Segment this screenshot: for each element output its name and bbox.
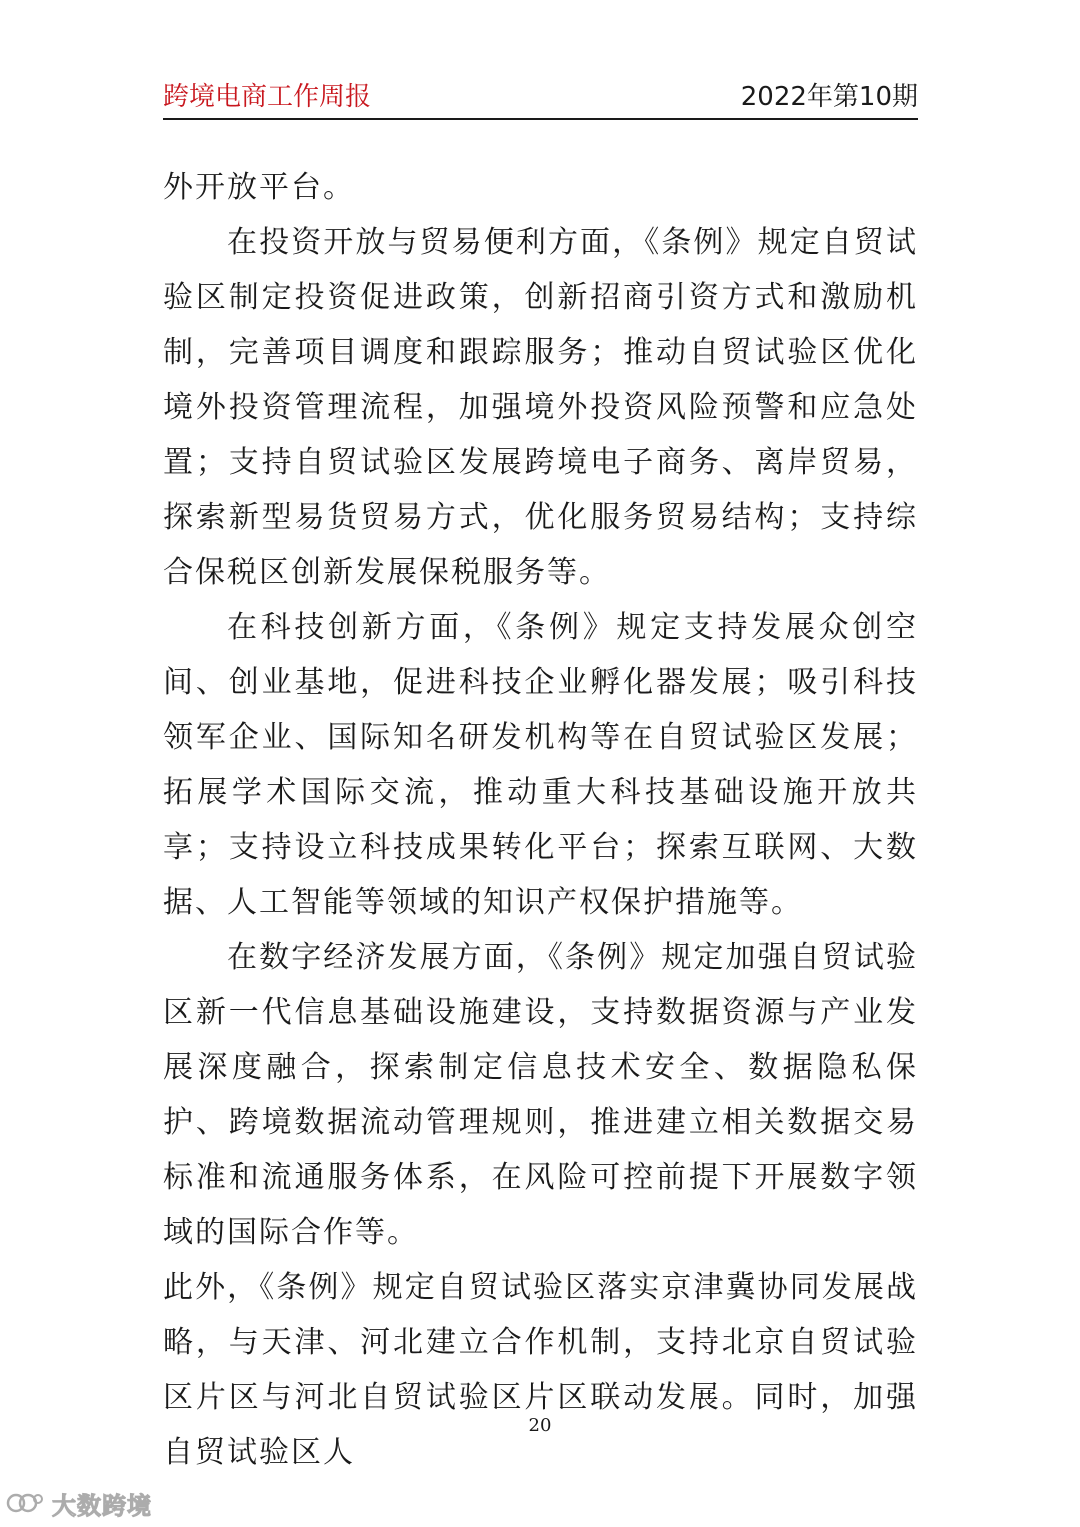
paragraph: 在投资开放与贸易便利方面，《条例》规定自贸试验区制定投资促进政策，创新招商引资方式和激励机制，完善项目调度和跟踪服务；推动自贸试验区优化境外投资管理流程，加强境外投资风险预警和应急处置；支持自贸试验区发展跨境电子商务、离岸贸易，探索新型易货贸易方式，优化服务贸易结构；支持综合保税区创新发展保税服务等。 — [163, 225, 918, 590]
paragraph: 在科技创新方面，《条例》规定支持发展众创空间、创业基地，促进科技企业孵化器发展；吸引科技领军企业、国际知名研发机构等在自贸试验区发展；拓展学术国际交流，推动重大科技基础设施开放共享；支持设立科技成果转化平台；探索互联网、大数据、人工智能等领域的知识产权保护措施等。 — [163, 610, 918, 920]
watermark-text: 大数跨境 — [52, 1491, 152, 1520]
page-number: 20 — [528, 1415, 552, 1436]
paragraph: 在数字经济发展方面，《条例》规定加强自贸试验区新一代信息基础设施建设，支持数据资源与产业发展深度融合，探索制定信息技术安全、数据隐私保护、跨境数据流动管理规则，推进建立相关数据交易标准和流通服务体系，在风险可控前提下开展数字领域的国际合作等。 — [163, 940, 918, 1250]
article-body — [163, 160, 918, 1480]
page-header — [163, 76, 918, 116]
header-divider — [163, 118, 918, 120]
paragraph: 此外，《条例》规定自贸试验区落实京津冀协同发展战略，与天津、河北建立合作机制，支持北京自贸试验区片区与河北自贸试验区片区联动发展。同时，加强自贸试验区人 — [163, 1270, 918, 1470]
watermark — [6, 1487, 152, 1519]
issue-number: 2022年第10期 — [740, 82, 918, 112]
paragraph: 外开放平台。 — [163, 170, 355, 205]
newsletter-title: 跨境电商工作周报 — [163, 82, 372, 112]
watermark-logo-icon — [6, 1490, 46, 1516]
